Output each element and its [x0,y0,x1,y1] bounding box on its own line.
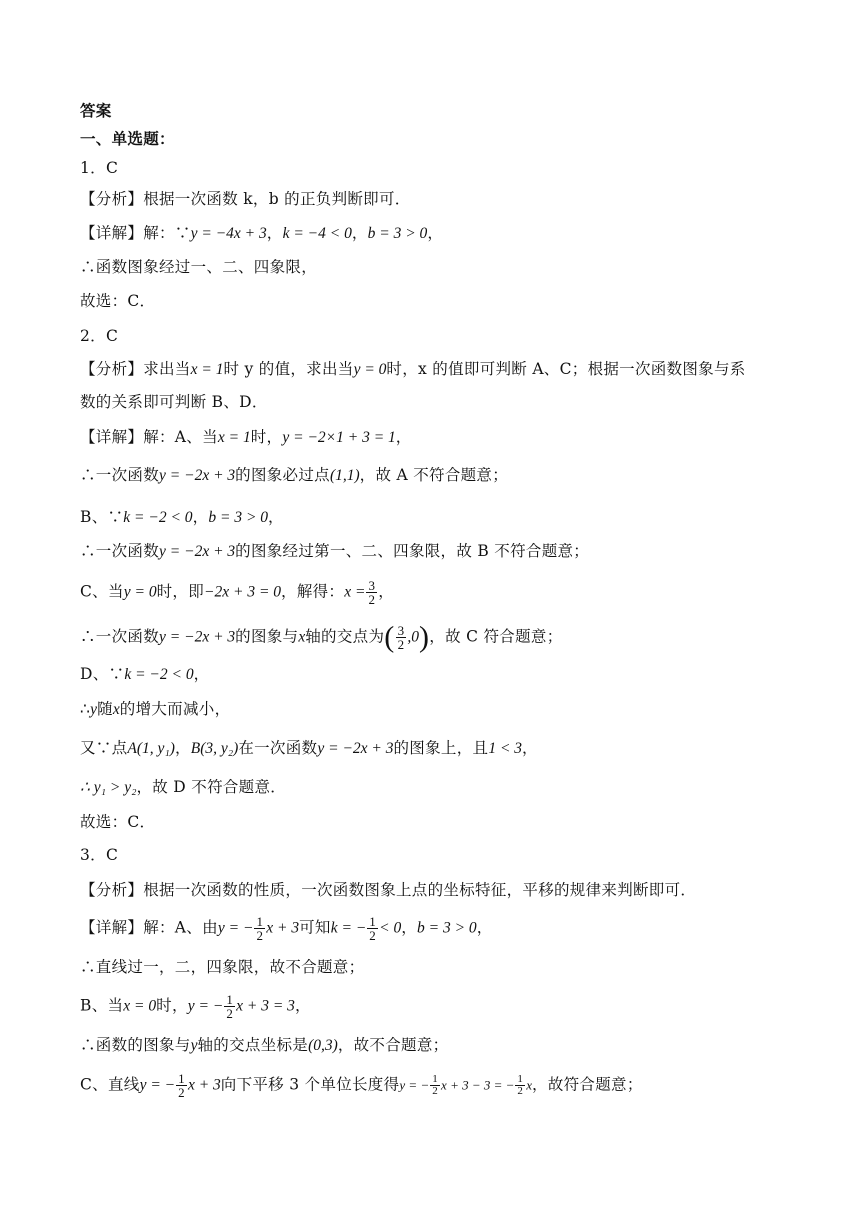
answer-heading: 答案 [80,101,112,120]
q1-answer: 故选：C． [80,292,156,310]
q3-analysis: 【分析】根据一次函数的性质，一次函数图象上点的坐标特征，平移的规律来判断即可． [80,881,697,899]
q2-analysis-cont: 数的关系即可判断 B、D． [80,393,268,411]
q3-detail-a-conclusion: ∴直线过一，二，四象限，故不合题意； [80,958,365,976]
q2-detail-d: D、∵k = −2 < 0， [80,665,210,683]
q1-analysis: 【分析】根据一次函数 k，b 的正负判断即可． [80,190,411,208]
q2-detail-b-conclusion: ∴一次函数y = −2x + 3的图象经过第一、二、四象限，故 B 不符合题意； [80,542,590,560]
q2-answer: 故选：C． [80,813,156,831]
fraction-three-halves: $\frac{3}{2}$ [368,578,376,607]
q2-detail-d-monotonic: ∴y随x的增大而减小， [80,700,231,718]
q1-number: 1．C [80,159,119,177]
q3-detail-c: C、直线y = − $\frac{1}{2}$ x + 3向下平移 3 个单位长度得y = − $\frac{1}{2}$ x + 3 − 3 = − $\frac{1}{2}$ x，故符合题意； [80,1071,643,1100]
q3-detail-a: 【详解】解：A、由y = − $\frac{1}{2}$ x + 3可知k = − $\frac{1}{2}$ < 0，b = 3 > 0， [80,914,493,943]
q3-detail-b-conclusion: ∴函数的图象与y轴的交点坐标是(0,3)，故不合题意； [80,1036,449,1054]
q1-conclusion: ∴函数图象经过一、二、四象限， [80,258,318,276]
q3-detail-b: B、当x = 0时，y = − $\frac{1}{2}$ x + 3 = 3， [80,992,311,1021]
q2-number: 2．C [80,327,119,345]
q2-detail-c: C、当y = 0时，即−2x + 3 = 0，解得：x = $\frac{3}{2}$ ， [80,578,395,607]
q1-detail: 【详解】解：∵y = −4x + 3，k = −4 < 0，b = 3 > 0， [80,224,444,242]
section-title: 一、单选题： [80,129,175,148]
q2-detail-d-conclusion: ∴ y₁ > y₂，故 D 不符合题意． [80,778,287,796]
q2-detail-d-points: 又∵点A(1, y₁)，B(3, y₂)在一次函数y = −2x + 3的图象上，且1 < 3， [80,739,538,757]
q2-analysis: 【分析】求出当x = 1时 y 的值，求出当y = 0时，x 的值即可判断 A、C；根据一次函数图象与系 [80,360,746,378]
q2-detail-a: 【详解】解：A、当x = 1时，y = −2×1 + 3 = 1， [80,428,412,446]
q2-detail-b: B、∵k = −2 < 0，b = 3 > 0， [80,508,284,526]
q2-detail-a-conclusion: ∴一次函数y = −2x + 3的图象必过点(1,1)，故 A 不符合题意； [80,466,509,484]
q2-detail-c-conclusion: ∴一次函数y = −2x + 3的图象与x轴的交点为( $\frac{3}{2}$ ,0)，故 C 符合题意； [80,620,563,654]
q3-number: 3．C [80,846,119,864]
